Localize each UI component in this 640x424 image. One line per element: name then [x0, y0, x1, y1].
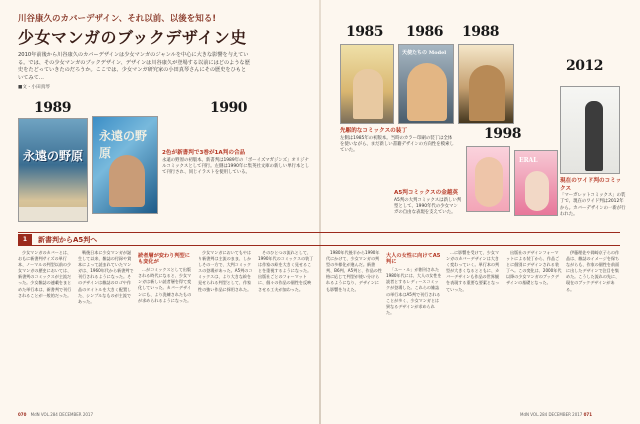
caption-1985 — [340, 128, 456, 155]
cover-band — [19, 207, 87, 221]
section-title: 新書判からA5判へ — [38, 236, 98, 244]
body-column-8 — [446, 250, 502, 406]
cover-title: ERAL — [519, 157, 538, 164]
cover-illustration — [109, 155, 145, 207]
page-number: 071 — [583, 412, 592, 417]
year-label-1988: 1988 — [462, 24, 499, 40]
eyebrow: 川谷康久のカバーデザイン、それ以前、以後を知る! — [18, 14, 217, 24]
body-paragraph: 伊藤理佐や岡崎京子らの作品は、雑誌のイメージを保ちながらも、作家の個性を前面に出したデザインで注目を集めた。こうした流れの先に、現在のブックデザインがある。 — [566, 250, 620, 292]
section-heading-bar — [18, 232, 620, 246]
year-label-1990: 1990 — [210, 100, 247, 116]
book-cover-1986 — [398, 44, 454, 124]
body-paragraph: 少女マンガのカバーとは、おもに新書判サイズの単行本、ノーマルの判型以前の少女マンガの歴史においては、新書判のコミックスが主流だった。少女雑誌の連載をまとめた単行本は、新書判で刊行されることが一般的だった。 — [18, 250, 72, 298]
body-column-5 — [258, 250, 314, 406]
body-paragraph: 少女マンガにおいてもやはり新書判は主流のまま、しかしその一方で、大判コミックスの登場があった。A5判のコミックスは、より大きな絵を見せられる判型として、作家性の強い作品に採用された。 — [198, 250, 253, 292]
body-paragraph: 「ユー・ル」が創刊された1980年代には、大人の女性を読者とするレディースコミックが登場した。これらの雑誌の単行本はA5判で刊行されることが多く、少女マンガとは異なるデザインが求められた。 — [386, 267, 442, 315]
body-paragraph: …がコミックスとして出版される時代になると、少女マンガは新しい読者層を得て変化していった。カバーデザインにも、より洗練されたものが求められるようになった。 — [138, 267, 192, 303]
body-column-10 — [566, 250, 622, 406]
cover-illustration — [525, 171, 549, 211]
footer-text: MdN VOL.284 DECEMBER 2017 — [30, 412, 93, 417]
body-column-7 — [386, 250, 442, 406]
year-label-1985: 1985 — [346, 24, 383, 40]
caption-body: 永遠の野原の初版本、新書判は1989年の「ボーイズマガジンズ」オリジナルコミックスとして刊行。左側は1990年に集英社文庫の新しい単行本として刊行され、同じイラストを使用している。 — [162, 157, 310, 176]
cover-title: 永遠の野原 — [23, 149, 84, 163]
cover-illustration — [407, 63, 447, 121]
footer-text: MdN VOL.284 DECEMBER 2017 — [520, 412, 583, 417]
body-paragraph: 1980年代後半から1990年代にかけて、少女マンガの判型の多様化が進んだ。新書判、B6判、A5判と、作品の性格に応じて判型が使い分けられるようになり、デザインにも影響を与えた。 — [326, 250, 382, 292]
book-cover-1985 — [340, 44, 394, 124]
book-cover-1988 — [458, 44, 514, 124]
caption-1990 — [162, 150, 312, 177]
subheading: 大人の女性に向けてA5判に — [386, 253, 441, 266]
body-column-1 — [18, 250, 74, 406]
caption-heading: 2色が新書判で3巻が1A判の合品 — [162, 150, 246, 156]
year-label-1989: 1989 — [34, 100, 71, 116]
caption-a5 — [394, 190, 462, 217]
year-label-1986: 1986 — [406, 24, 443, 40]
footer-right — [520, 412, 595, 417]
cover-illustration — [353, 69, 383, 119]
body-column-2 — [78, 250, 134, 406]
caption-2012 — [560, 178, 626, 219]
caption-heading: 先駆的なコミックスの装丁 — [340, 128, 407, 134]
cover-illustration — [469, 65, 505, 121]
book-cover-2012 — [560, 86, 620, 174]
page-number: 070 — [18, 412, 27, 417]
footer-left — [18, 412, 93, 417]
caption-body: 「マーガレットコミックス」の装丁で、現在のワイド判は2012年から。カバーデザインの一新が行われた。 — [560, 193, 626, 218]
cover-title: 永遠の野原 — [99, 129, 148, 160]
book-cover-1998-a — [466, 146, 510, 212]
body-paragraph: …に影響を受けて、少女マンガのカバーデザインは大きく変わっていく。単行本の判型が大きくなるとともに、カバーデザインも作品の世界観を表現する重要な要素となっていった。 — [446, 250, 500, 292]
body-paragraph: 戦後日本に少女マンガが誕生して以来、雑誌の付録や貸本によって読まれていたマンガは、1960年代から新書判で刊行されるようになった。そのデザインは雑誌のロゴや作品のタイトルを大きく配置した、シンプルなものが主流であった。 — [78, 250, 134, 304]
caption-body: 左側は1985年の初版本。当時のカラー印刷の装丁は全体を使いながら、まだ新しい書籍デザインの方向性を模索していた。 — [340, 135, 454, 154]
cover-illustration — [585, 101, 603, 171]
book-cover-1998-b — [514, 150, 558, 216]
body-column-9 — [506, 250, 562, 406]
author-credit: ■文・小田真琴 — [18, 85, 50, 91]
body-column-6 — [326, 250, 382, 406]
section-number: 1 — [18, 234, 32, 245]
subheading: 読者層が変わり判型にも変化が — [138, 253, 190, 266]
body-paragraph: 出版社のデザインフォーマットによる装丁から、作品ごとに個別にデザインされる装丁へ。この変化は、2000年代以降の少女マンガのブックデザインの基礎となった。 — [506, 250, 562, 286]
article-header — [18, 14, 250, 90]
year-label-2012: 2012 — [566, 58, 603, 74]
lead-text: 2010年前後から川谷康久のカバーデザインは少女マンガのジャンルを中心に大きな影響を与えている。では、その少女マンガのブックデザイン、デザインは川谷康久が登場する以前にはどのような歴史をたどっていきたのだろうか。ここでは、少女マンガ研究家の小田真琴さんにその歴史をひもといてみて… — [18, 52, 250, 81]
body-column-3 — [138, 250, 194, 406]
page-gutter — [319, 0, 321, 424]
book-cover-1990 — [92, 116, 158, 214]
cover-title: 天使たちの Model — [402, 50, 447, 56]
cover-illustration — [475, 157, 503, 207]
year-label-1998: 1998 — [484, 126, 521, 142]
caption-heading: A5判コミックスの金越英 — [394, 190, 458, 196]
book-cover-1989 — [18, 118, 88, 222]
article-title: 少女マンガのブックデザイン史 — [18, 28, 247, 47]
body-paragraph: そのひとつの流れとして、1990年代のコミックスの装丁は作家の絵を大きく見せることを重視するようになった。出版社ごとのフォーマットに、個々の作品の個性を反映させる工夫が加わった。 — [258, 250, 314, 292]
caption-body: A5判の大判コミックスは新しい判型として、1990年代の少女マンガの自由な表現を支えていた。 — [394, 197, 462, 216]
body-column-4 — [198, 250, 254, 406]
caption-heading: 現在のワイド判のコミックス — [560, 178, 622, 192]
